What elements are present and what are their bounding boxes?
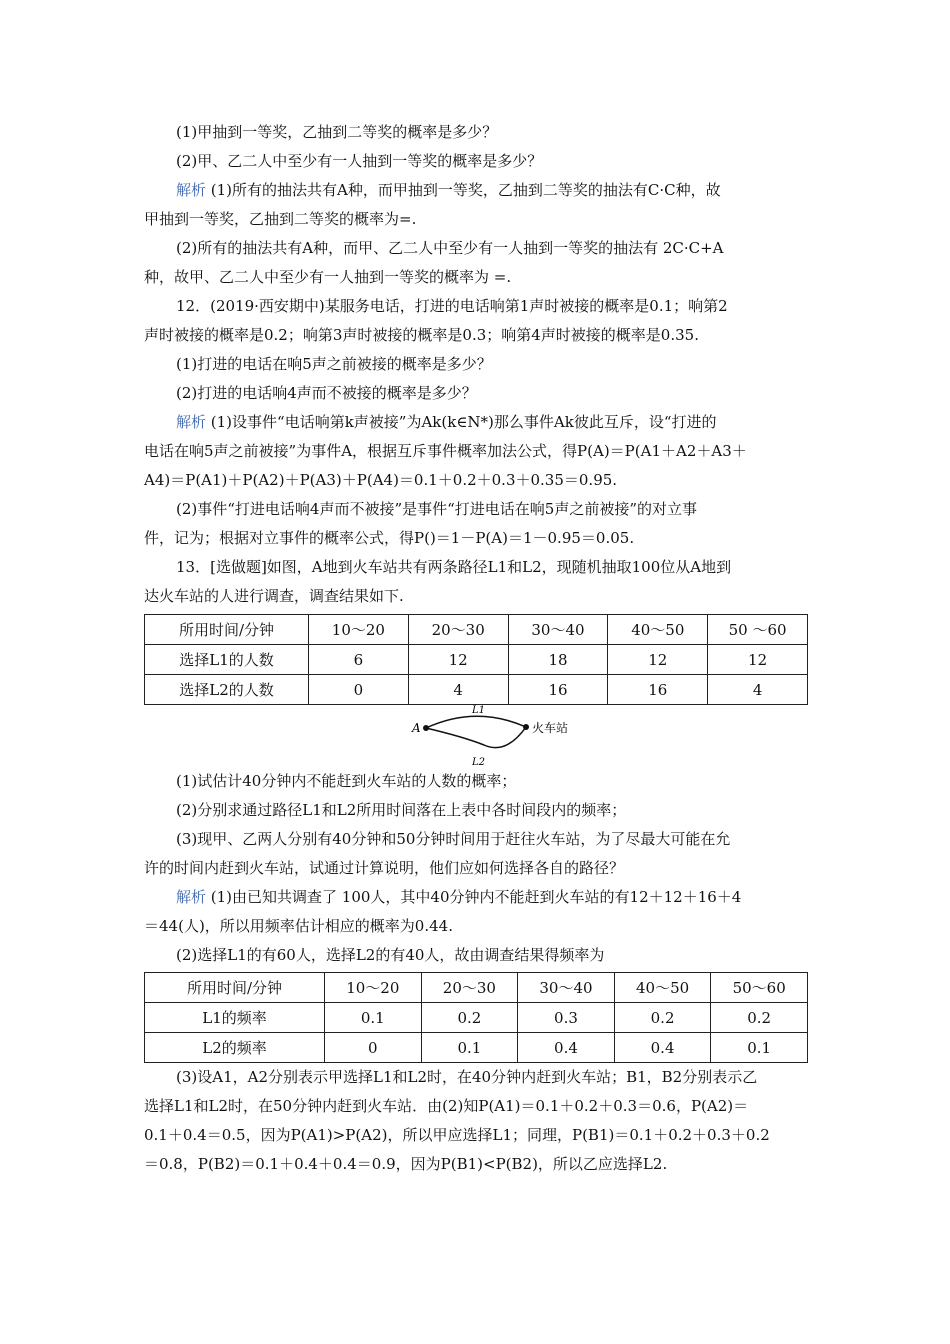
q13-line2: 达火车站的人进行调查，调查结果如下. <box>144 587 404 605</box>
q13-part1: (1)试估计40分钟内不能赶到火车站的人数的概率； <box>176 772 517 790</box>
survey-table <box>144 614 808 705</box>
a13-part3-line2: 选择L1和L2时，在50分钟内赶到火车站．由(2)知P(A1)＝0.1＋0.2＋0.3＝0.6，P(A2)＝ <box>144 1097 749 1115</box>
path-l2-label: L2 <box>472 757 486 767</box>
q13-part3-line1: (3)现甲、乙两人分别有40分钟和50分钟时间用于赶往火车站，为了尽最大可能在允 <box>176 830 731 848</box>
path-l2-curve <box>426 727 526 748</box>
a12-part1-line1: 解析 (1)设事件“电话响第k声被接”为Ak(k∈N*)那么事件Ak彼此互斥，设“打进的 <box>176 413 717 431</box>
frequency-table <box>144 972 808 1063</box>
point-a-label: A <box>412 721 421 735</box>
q11-part2: (2)甲、乙二人中至少有一人抽到一等奖的概率是多少？ <box>176 152 543 170</box>
table-row: 所用时间/分钟 10～20 20～30 30～40 40～50 50～60 <box>145 973 808 1003</box>
table-row: 选择L1的人数 6 12 18 12 12 <box>145 645 808 675</box>
a12-part2-line2: 件，记为；根据对立事件的概率公式，得P()＝1－P(A)＝1－0.95＝0.05. <box>144 529 635 547</box>
a11-part1-line1: 解析 (1)所有的抽法共有A种，而甲抽到一等奖，乙抽到二等奖的抽法有C·C种，故 <box>176 181 721 199</box>
point-a-dot <box>423 725 429 731</box>
a13-part3-line1: (3)设A1，A2分别表示甲选择L1和L2时，在40分钟内赶到火车站；B1，B2分别表示乙 <box>176 1068 758 1086</box>
a11-part2-line2: 种，故甲、乙二人中至少有一人抽到一等奖的概率为 =. <box>144 268 512 286</box>
q12-line1: 12．(2019·西安期中)某服务电话，打进的电话响第1声时被接的概率是0.1；响第2 <box>176 297 728 315</box>
path-l1-curve <box>426 716 526 728</box>
station-label: 火车站 <box>532 721 569 735</box>
route-diagram <box>404 705 574 767</box>
a12-part1-line3: A4)＝P(A1)＋P(A2)＋P(A3)＋P(A4)＝0.1＋0.2＋0.3＋0.35＝0.95. <box>144 471 618 489</box>
q13-part2: (2)分别求通过路径L1和L2所用时间落在上表中各时间段内的频率； <box>176 801 627 819</box>
a13-part1-line2: ＝44(人)，所以用频率估计相应的概率为0.44. <box>144 917 453 935</box>
a11-part1-line2: 甲抽到一等奖，乙抽到二等奖的概率为=. <box>144 210 417 228</box>
a13-part1-line1: 解析 (1)由已知共调查了 100人，其中40分钟内不能赶到火车站的有12＋12＋16＋4 <box>176 888 742 906</box>
table-row: 所用时间/分钟 10～20 20～30 30～40 40～50 50 ～60 <box>145 615 808 645</box>
q11-part1: (1)甲抽到一等奖，乙抽到二等奖的概率是多少？ <box>176 123 498 141</box>
q12-line2: 声时被接的概率是0.2；响第3声时被接的概率是0.3；响第4声时被接的概率是0.35. <box>144 326 699 344</box>
q12-part2: (2)打进的电话响4声而不被接的概率是多少？ <box>176 384 477 402</box>
a12-part1-line2: 电话在响5声之前被接”为事件A，根据互斥事件概率加法公式，得P(A)＝P(A1＋A2＋A3＋ <box>144 442 747 460</box>
q12-part1: (1)打进的电话在响5声之前被接的概率是多少？ <box>176 355 492 373</box>
jiexi-label: 解析 <box>176 181 207 199</box>
a13-part3-line3: 0.1＋0.4＝0.5，因为P(A1)>P(A2)，所以甲应选择L1；同理，P(B1)＝0.1＋0.2＋0.3＋0.2 <box>144 1126 770 1144</box>
a12-part2-line1: (2)事件“打进电话响4声而不被接”是事件“打进电话在响5声之前被接”的对立事 <box>176 500 698 518</box>
table-row: 选择L2的人数 0 4 16 16 4 <box>145 675 808 705</box>
path-l1-label: L1 <box>472 705 486 716</box>
a11-part2-line1: (2)所有的抽法共有A种，而甲、乙二人中至少有一人抽到一等奖的抽法有 2C·C+A <box>176 239 724 257</box>
station-dot <box>523 724 529 730</box>
q13-line1: 13．[选做题]如图，A地到火车站共有两条路径L1和L2，现随机抽取100位从A地到 <box>176 558 732 576</box>
jiexi-label: 解析 <box>176 413 207 431</box>
table-row: L1的频率 0.1 0.2 0.3 0.2 0.2 <box>145 1003 808 1033</box>
jiexi-label: 解析 <box>176 888 207 906</box>
a13-part2: (2)选择L1的有60人，选择L2的有40人，故由调查结果得频率为 <box>176 946 605 964</box>
document-page <box>144 118 808 1179</box>
table-row: L2的频率 0 0.1 0.4 0.4 0.1 <box>145 1033 808 1063</box>
route-figure <box>144 705 808 767</box>
q13-part3-line2: 许的时间内赶到火车站，试通过计算说明，他们应如何选择各自的路径？ <box>144 859 625 877</box>
a13-part3-line4: ＝0.8，P(B2)＝0.1＋0.4＋0.4＝0.9，因为P(B1)<P(B2)，所以乙应选择L2. <box>144 1155 668 1173</box>
